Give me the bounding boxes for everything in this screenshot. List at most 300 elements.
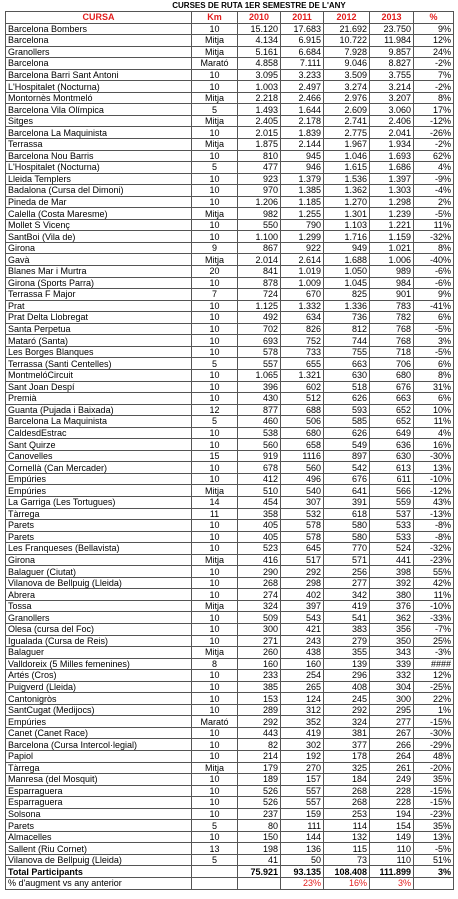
value-2013: 350 [370, 635, 414, 647]
value-percent: -5% [414, 208, 454, 220]
value-2011: 2.497 [281, 81, 324, 93]
race-name: Abrera [6, 589, 192, 601]
race-name: Parets [6, 820, 192, 832]
value-percent: 35% [414, 820, 454, 832]
race-km: 10 [192, 531, 238, 543]
value-percent: -25% [414, 681, 454, 693]
value-2013: 339 [370, 658, 414, 670]
table-row [6, 843, 454, 855]
value-2012: 115 [324, 843, 370, 855]
value-2011: 265 [281, 681, 324, 693]
value-2013: 533 [370, 531, 414, 543]
value-2011: 402 [281, 589, 324, 601]
value-2013: 566 [370, 485, 414, 497]
value-2011: 645 [281, 543, 324, 555]
race-name: Cantonigròs [6, 693, 192, 705]
value-2012: 1.103 [324, 219, 370, 231]
race-km: 11 [192, 508, 238, 520]
value-percent: 51% [414, 854, 454, 866]
race-km: Mitja [192, 647, 238, 659]
value-percent: -13% [414, 508, 454, 520]
race-km: 10 [192, 196, 238, 208]
value-2010: 1.493 [238, 104, 281, 116]
value-percent: -32% [414, 231, 454, 243]
table-row [6, 404, 454, 416]
race-km: Mitja [192, 554, 238, 566]
increase-2011: 23% [281, 878, 324, 890]
value-2013: 1.006 [370, 254, 414, 266]
value-percent: -20% [414, 762, 454, 774]
value-2010: 233 [238, 670, 281, 682]
value-percent: 7% [414, 69, 454, 81]
value-2011: 634 [281, 312, 324, 324]
value-2012: 277 [324, 577, 370, 589]
table-row [6, 312, 454, 324]
value-2012: 292 [324, 704, 370, 716]
value-2010: 2.015 [238, 127, 281, 139]
table-row [6, 520, 454, 532]
race-km: 10 [192, 277, 238, 289]
race-name: Barcelona (Cursa Intercol·legial) [6, 739, 192, 751]
value-2011: 733 [281, 346, 324, 358]
total-2010: 75.921 [238, 866, 281, 878]
race-name: Santa Perpetua [6, 323, 192, 335]
value-2010: 274 [238, 589, 281, 601]
value-2013: 680 [370, 369, 414, 381]
value-2013: 1.303 [370, 185, 414, 197]
value-2012: 342 [324, 589, 370, 601]
table-row [6, 704, 454, 716]
value-2012: 1.301 [324, 208, 370, 220]
table-row [6, 774, 454, 786]
value-2013: 23.750 [370, 23, 414, 35]
value-2013: 1.934 [370, 139, 414, 151]
value-2013: 630 [370, 450, 414, 462]
value-2012: 268 [324, 797, 370, 809]
value-2012: 897 [324, 450, 370, 462]
value-2011: 397 [281, 600, 324, 612]
header-cursa: CURSA [6, 12, 192, 24]
table-row [6, 81, 454, 93]
value-2013: 295 [370, 704, 414, 716]
table-row [6, 242, 454, 254]
value-percent: 2% [414, 196, 454, 208]
race-name: Artés (Cros) [6, 670, 192, 682]
value-percent: 11% [414, 219, 454, 231]
value-2011: 578 [281, 531, 324, 543]
value-2010: 189 [238, 774, 281, 786]
value-2011: 2.614 [281, 254, 324, 266]
table-row [6, 162, 454, 174]
value-2013: 718 [370, 346, 414, 358]
table-row [6, 508, 454, 520]
value-2010: 878 [238, 277, 281, 289]
value-percent: 10% [414, 404, 454, 416]
race-km: 10 [192, 577, 238, 589]
table-row [6, 219, 454, 231]
value-2013: 11.984 [370, 35, 414, 47]
value-2011: 254 [281, 670, 324, 682]
value-2011: 159 [281, 808, 324, 820]
value-2010: 1.875 [238, 139, 281, 151]
value-2013: 663 [370, 393, 414, 405]
value-percent: -8% [414, 520, 454, 532]
value-2011: 307 [281, 496, 324, 508]
value-2012: 132 [324, 831, 370, 843]
value-2012: 825 [324, 289, 370, 301]
race-km: Mitja [192, 139, 238, 151]
value-percent: 6% [414, 393, 454, 405]
value-2012: 114 [324, 820, 370, 832]
race-name: Barcelona Vila Olímpica [6, 104, 192, 116]
value-2012: 580 [324, 531, 370, 543]
value-percent: -10% [414, 473, 454, 485]
value-2013: 1.221 [370, 219, 414, 231]
value-percent: 12% [414, 35, 454, 47]
race-name: Girona [6, 242, 192, 254]
race-name: Balaguer (Ciutat) [6, 566, 192, 578]
value-percent: -23% [414, 808, 454, 820]
value-2013: 300 [370, 693, 414, 705]
table-row [6, 150, 454, 162]
value-2012: 1.046 [324, 150, 370, 162]
race-km: 10 [192, 693, 238, 705]
race-km: 10 [192, 681, 238, 693]
value-percent: -40% [414, 254, 454, 266]
race-name: L'Hospitalet (Nocturna) [6, 162, 192, 174]
increase-2013: 3% [370, 878, 414, 890]
value-2010: 693 [238, 335, 281, 347]
value-percent: -7% [414, 623, 454, 635]
race-km: Mitja [192, 485, 238, 497]
value-2010: 412 [238, 473, 281, 485]
table-row [6, 173, 454, 185]
value-percent: 11% [414, 589, 454, 601]
race-km: 10 [192, 231, 238, 243]
value-2011: 50 [281, 854, 324, 866]
value-2012: 1.362 [324, 185, 370, 197]
race-km: 10 [192, 704, 238, 716]
value-2010: 405 [238, 520, 281, 532]
increase-percent [414, 878, 454, 890]
value-2010: 300 [238, 623, 281, 635]
race-name: Montornès Montmeló [6, 92, 192, 104]
value-percent: 11% [414, 416, 454, 428]
race-name: Terrassa [6, 139, 192, 151]
value-2012: 355 [324, 647, 370, 659]
value-2011: 540 [281, 485, 324, 497]
race-name: Terrassa F Major [6, 289, 192, 301]
value-2013: 154 [370, 820, 414, 832]
value-2012: 518 [324, 381, 370, 393]
table-row [6, 854, 454, 866]
header-percent: % [414, 12, 454, 24]
header-2011: 2011 [281, 12, 324, 24]
value-2011: 243 [281, 635, 324, 647]
race-km: 9 [192, 242, 238, 254]
value-2013: 652 [370, 416, 414, 428]
race-km: 15 [192, 450, 238, 462]
value-2011: 302 [281, 739, 324, 751]
value-2010: 970 [238, 185, 281, 197]
value-2011: 688 [281, 404, 324, 416]
value-2013: 2.406 [370, 115, 414, 127]
race-name: Balaguer [6, 647, 192, 659]
value-2011: 438 [281, 647, 324, 659]
race-km: 10 [192, 785, 238, 797]
value-percent: -15% [414, 785, 454, 797]
table-body [6, 23, 454, 866]
value-2013: 989 [370, 266, 414, 278]
race-name: Sant Joan Despí [6, 381, 192, 393]
value-2012: 770 [324, 543, 370, 555]
page [5, 0, 453, 890]
value-2013: 676 [370, 381, 414, 393]
value-2013: 611 [370, 473, 414, 485]
race-name: Blanes Mar i Murtra [6, 266, 192, 278]
race-km: 10 [192, 219, 238, 231]
value-2013: 356 [370, 623, 414, 635]
value-2010: 268 [238, 577, 281, 589]
value-2011: 298 [281, 577, 324, 589]
race-km: Mitja [192, 115, 238, 127]
value-percent: -30% [414, 727, 454, 739]
document-title: CURSES DE RUTA 1ER SEMESTRE DE L'ANY [172, 1, 346, 10]
value-2012: 541 [324, 612, 370, 624]
table-row [6, 762, 454, 774]
value-2012: 1.050 [324, 266, 370, 278]
table-row [6, 450, 454, 462]
table-row [6, 797, 454, 809]
value-2010: 80 [238, 820, 281, 832]
value-2013: 264 [370, 751, 414, 763]
value-2013: 8.827 [370, 58, 414, 70]
value-2012: 676 [324, 473, 370, 485]
value-2012: 325 [324, 762, 370, 774]
value-2013: 3.755 [370, 69, 414, 81]
value-2011: 1.255 [281, 208, 324, 220]
value-2012: 324 [324, 716, 370, 728]
table-row [6, 139, 454, 151]
value-2010: 290 [238, 566, 281, 578]
value-2010: 550 [238, 219, 281, 231]
value-2013: 768 [370, 335, 414, 347]
race-name: Mollet S Vicenç [6, 219, 192, 231]
value-percent: 17% [414, 104, 454, 116]
race-name: Sant Quirze [6, 439, 192, 451]
value-2010: 358 [238, 508, 281, 520]
value-2011: 352 [281, 716, 324, 728]
value-2011: 6.684 [281, 46, 324, 58]
race-name: Canovelles [6, 450, 192, 462]
value-percent: -3% [414, 647, 454, 659]
race-km: 10 [192, 312, 238, 324]
race-km: 10 [192, 127, 238, 139]
table-row [6, 716, 454, 728]
value-2010: 405 [238, 531, 281, 543]
value-percent: -15% [414, 716, 454, 728]
table-row [6, 600, 454, 612]
value-percent: 8% [414, 369, 454, 381]
race-km: 5 [192, 162, 238, 174]
race-name: Barcelona La Maquinista [6, 416, 192, 428]
header-2013: 2013 [370, 12, 414, 24]
value-2010: 867 [238, 242, 281, 254]
race-km: 10 [192, 751, 238, 763]
race-name: Cornellà (Can Mercader) [6, 462, 192, 474]
race-name: Prat [6, 300, 192, 312]
value-2013: 782 [370, 312, 414, 324]
value-2013: 533 [370, 520, 414, 532]
race-km: 10 [192, 612, 238, 624]
value-2010: 877 [238, 404, 281, 416]
value-2013: 110 [370, 854, 414, 866]
value-2010: 810 [238, 150, 281, 162]
value-2012: 9.046 [324, 58, 370, 70]
race-name: Calella (Costa Maresme) [6, 208, 192, 220]
value-2011: 6.915 [281, 35, 324, 47]
value-2010: 2.218 [238, 92, 281, 104]
value-percent: -9% [414, 173, 454, 185]
table-row [6, 300, 454, 312]
race-km: 10 [192, 335, 238, 347]
value-2011: 1.009 [281, 277, 324, 289]
value-2010: 324 [238, 600, 281, 612]
race-km: Mitja [192, 208, 238, 220]
value-2010: 82 [238, 739, 281, 751]
table-row [6, 381, 454, 393]
value-2012: 7.928 [324, 46, 370, 58]
race-name: Vilanova de Bellpuig (Lleida) [6, 577, 192, 589]
total-km [192, 866, 238, 878]
value-2010: 292 [238, 716, 281, 728]
value-2012: 3.509 [324, 69, 370, 81]
value-percent: -29% [414, 739, 454, 751]
race-km: 10 [192, 831, 238, 843]
value-2012: 419 [324, 600, 370, 612]
value-2010: 578 [238, 346, 281, 358]
value-2013: 1.686 [370, 162, 414, 174]
race-km: 10 [192, 369, 238, 381]
total-row [6, 866, 454, 878]
race-name: Girona (Sports Parra) [6, 277, 192, 289]
value-2013: 362 [370, 612, 414, 624]
table-row [6, 831, 454, 843]
table-row [6, 266, 454, 278]
value-2011: 2.466 [281, 92, 324, 104]
value-2011: 680 [281, 427, 324, 439]
value-2013: 613 [370, 462, 414, 474]
value-2012: 256 [324, 566, 370, 578]
value-2011: 496 [281, 473, 324, 485]
race-km: 10 [192, 589, 238, 601]
value-2011: 946 [281, 162, 324, 174]
table-row [6, 208, 454, 220]
value-2010: 198 [238, 843, 281, 855]
value-2013: 984 [370, 277, 414, 289]
value-2010: 560 [238, 439, 281, 451]
value-2010: 41 [238, 854, 281, 866]
value-percent: -10% [414, 600, 454, 612]
value-2013: 1.693 [370, 150, 414, 162]
value-2013: 376 [370, 600, 414, 612]
race-km: Mitja [192, 46, 238, 58]
race-name: Mataró (Santa) [6, 335, 192, 347]
value-percent: 1% [414, 704, 454, 716]
value-2010: 160 [238, 658, 281, 670]
value-2013: 110 [370, 843, 414, 855]
value-2011: 2.144 [281, 139, 324, 151]
value-2013: 1.021 [370, 242, 414, 254]
race-name: SantCugat (Medijocs) [6, 704, 192, 716]
value-2011: 945 [281, 150, 324, 162]
race-name: Barcelona [6, 58, 192, 70]
race-name: Vilanova de Bellpuig (Lleida) [6, 854, 192, 866]
race-km: 10 [192, 23, 238, 35]
value-2013: 652 [370, 404, 414, 416]
value-2011: 111 [281, 820, 324, 832]
value-2010: 492 [238, 312, 281, 324]
value-2011: 419 [281, 727, 324, 739]
value-2013: 1.239 [370, 208, 414, 220]
race-name: Parets [6, 520, 192, 532]
value-percent: -12% [414, 485, 454, 497]
value-2012: 296 [324, 670, 370, 682]
value-2013: 9.857 [370, 46, 414, 58]
race-km: 13 [192, 843, 238, 855]
value-2013: 768 [370, 323, 414, 335]
increase-row [6, 878, 454, 890]
value-2013: 901 [370, 289, 414, 301]
value-percent: -8% [414, 531, 454, 543]
race-km: Mitja [192, 35, 238, 47]
value-2012: 812 [324, 323, 370, 335]
table-row [6, 277, 454, 289]
value-percent: -41% [414, 300, 454, 312]
value-2010: 15.120 [238, 23, 281, 35]
value-percent: 42% [414, 577, 454, 589]
value-2010: 923 [238, 173, 281, 185]
race-km: 10 [192, 520, 238, 532]
increase-2010 [238, 878, 281, 890]
race-name: MontmelóCircuit [6, 369, 192, 381]
value-2010: 1.100 [238, 231, 281, 243]
value-2011: 922 [281, 242, 324, 254]
table-row [6, 115, 454, 127]
value-2012: 1.536 [324, 173, 370, 185]
race-name: Esparraguera [6, 785, 192, 797]
value-2013: 277 [370, 716, 414, 728]
value-2011: 3.233 [281, 69, 324, 81]
race-km: 10 [192, 173, 238, 185]
table-row [6, 647, 454, 659]
value-2010: 443 [238, 727, 281, 739]
race-name: Empúries [6, 473, 192, 485]
value-2013: 149 [370, 831, 414, 843]
increase-km [192, 878, 238, 890]
value-2012: 1.688 [324, 254, 370, 266]
table-row [6, 127, 454, 139]
race-name: Manresa (del Mosquit) [6, 774, 192, 786]
value-percent: -5% [414, 843, 454, 855]
value-2011: 602 [281, 381, 324, 393]
race-name: Lleida Templers [6, 173, 192, 185]
value-2011: 790 [281, 219, 324, 231]
race-name: Papiol [6, 751, 192, 763]
table-row [6, 104, 454, 116]
race-name: Terrassa (Santi Centelles) [6, 358, 192, 370]
value-percent: 35% [414, 774, 454, 786]
